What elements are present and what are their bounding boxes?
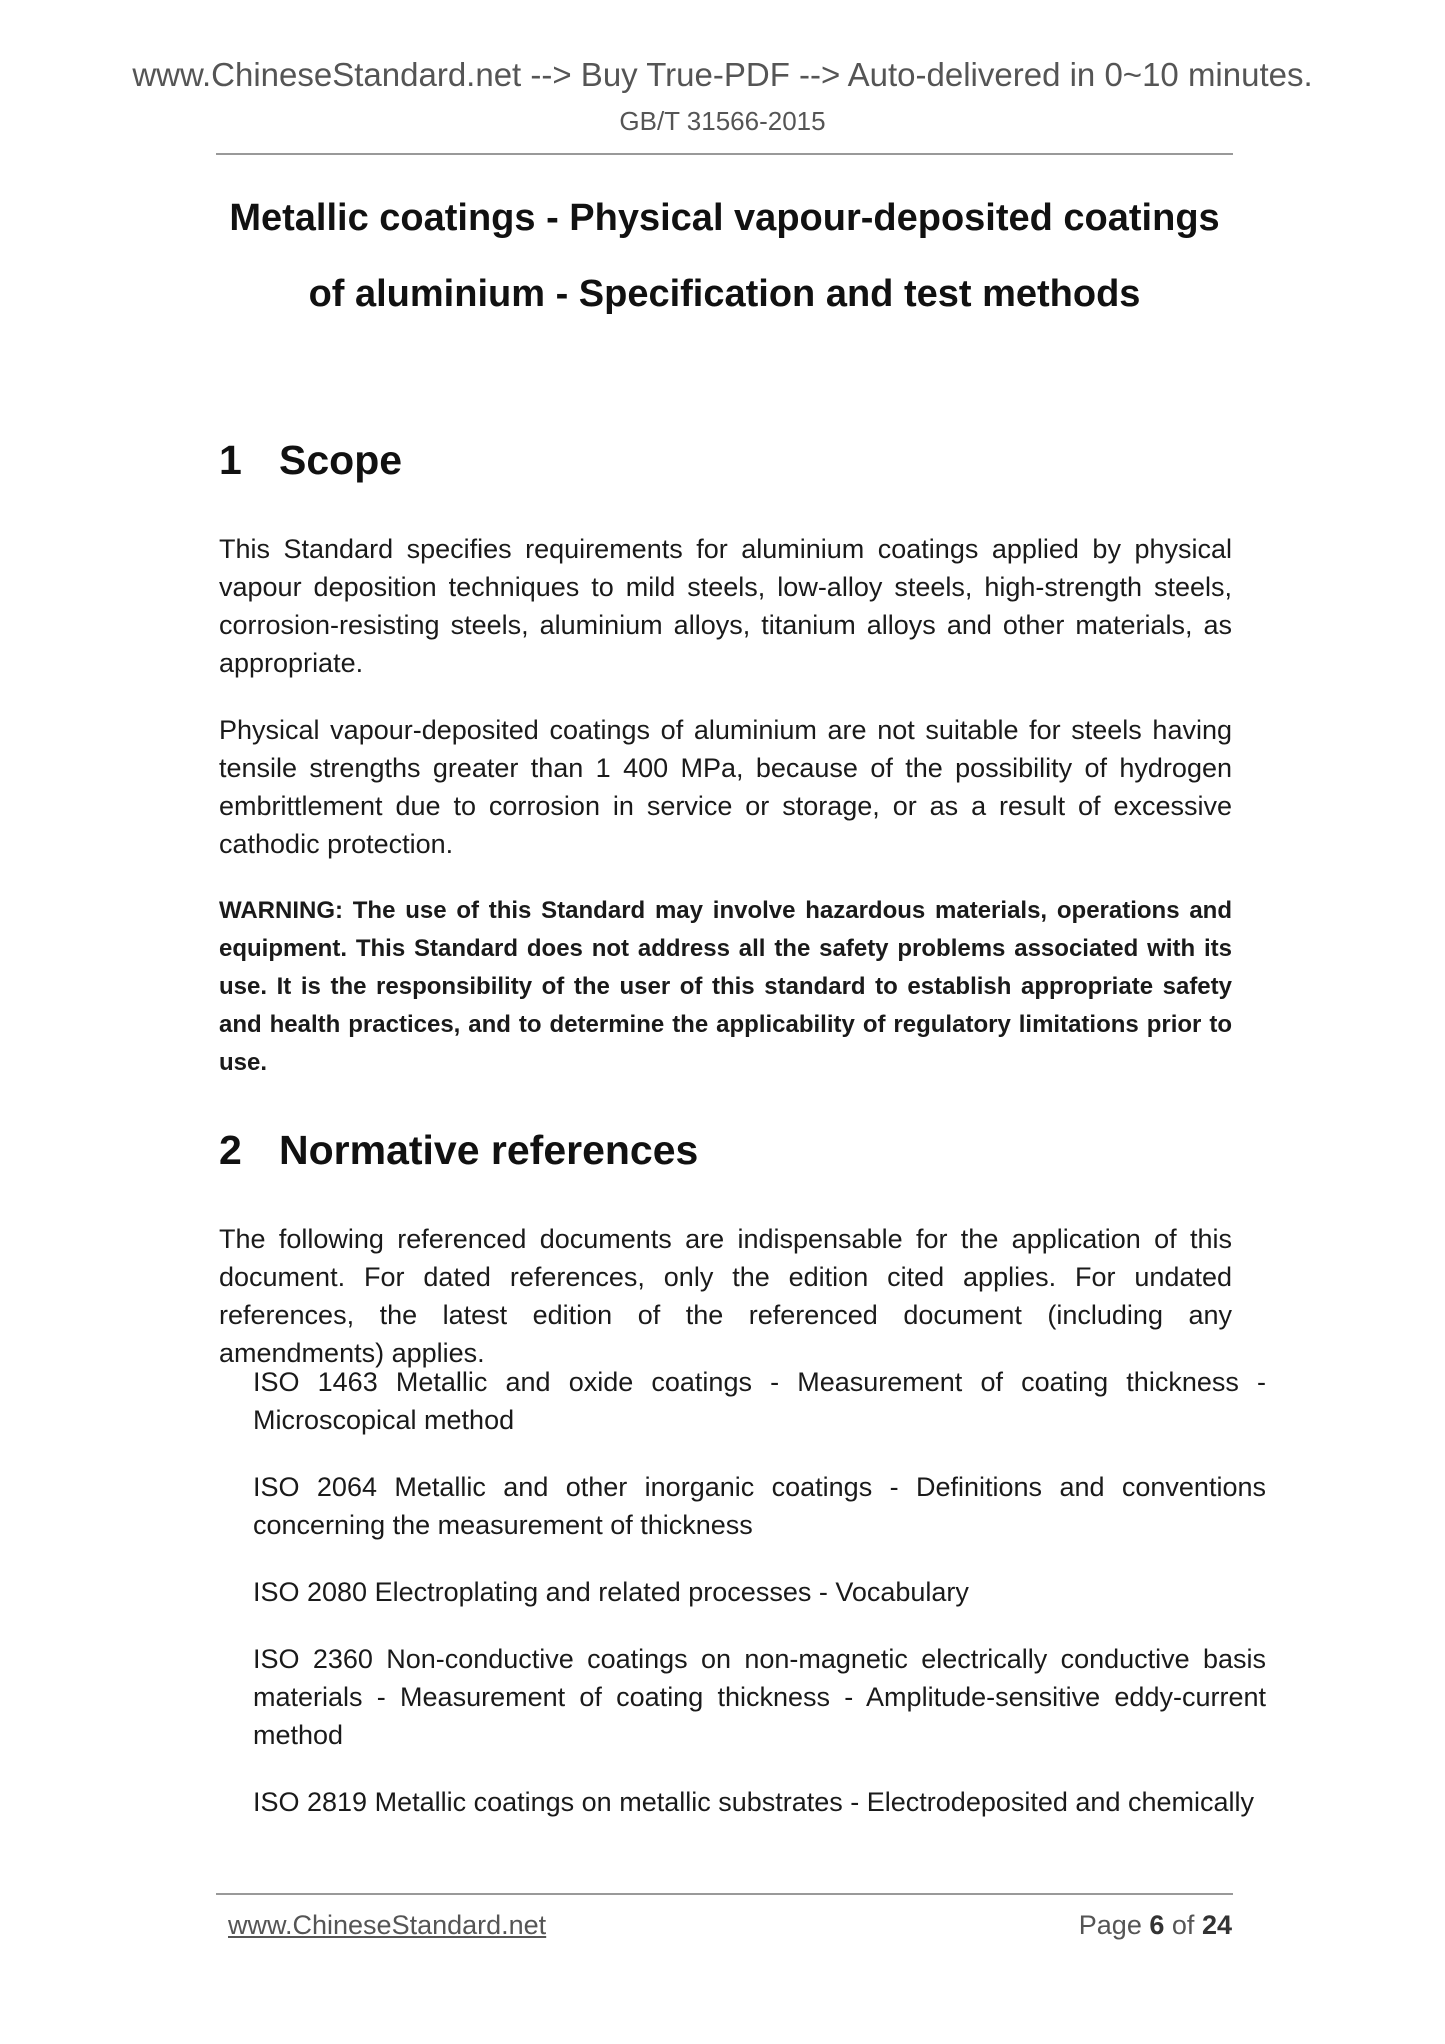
section-1-title: Scope [279, 437, 403, 483]
section-2-number: 2 [219, 1127, 242, 1173]
section-1-number: 1 [219, 437, 242, 483]
page-label: Page [1078, 1910, 1142, 1940]
footer-divider [216, 1893, 1233, 1895]
scope-paragraph-2: Physical vapour-deposited coatings of aluminium are not suitable for steels having tensile strengths greater than 1 400 MPa, because of the possibility of hydrogen embrittlement due to corrosion in service or storage, or as a result of excessive cathodic protection. [219, 715, 1232, 859]
reference-item: ISO 1463 Metallic and oxide coatings - Measurement of coating thickness - Microscopical method [253, 1367, 1266, 1435]
warning-paragraph: WARNING: The use of this Standard may involve hazardous materials, operations and equipment. This Standard does not address all the safety problems associated with its use. It is the responsibility of the user of this standard to establish appropriate safety and health practices, and to determine the applicability of regulatory limitations prior to use. [219, 897, 1232, 1076]
section-2-heading [219, 1127, 1232, 1173]
footer-website-link[interactable]: www.ChineseStandard.net [228, 1910, 547, 1940]
references-intro: The following referenced documents are indispensable for the application of this document. For dated references, only the edition cited applies. For undated references, the latest edition of the referenced document (including any amendments) applies. [219, 1224, 1232, 1368]
page-current: 6 [1149, 1910, 1165, 1940]
reference-item: ISO 2360 Non-conductive coatings on non-magnetic electrically conductive basis materials - Measurement of coating thickness - Amplitude-sensitive eddy-current method [253, 1644, 1266, 1750]
page-of: of [1171, 1910, 1195, 1940]
reference-item: ISO 2064 Metallic and other inorganic coatings - Definitions and conventions concerning the measurement of thickness [253, 1472, 1266, 1540]
title-line-2: of aluminium - Specification and test methods [308, 273, 1141, 315]
header-divider [216, 153, 1233, 155]
reference-item: ISO 2080 Electroplating and related processes - Vocabulary [253, 1577, 969, 1607]
section-1-heading [219, 437, 1232, 483]
page-total: 24 [1201, 1910, 1232, 1940]
title-line-1: Metallic coatings - Physical vapour-deposited coatings [229, 197, 1220, 239]
reference-item: ISO 2819 Metallic coatings on metallic substrates - Electrodeposited and chemically [253, 1787, 1254, 1817]
document-code: GB/T 31566-2015 [619, 106, 826, 136]
section-2-title: Normative references [279, 1127, 699, 1173]
header-banner[interactable]: www.ChineseStandard.net --> Buy True-PDF --> Auto-delivered in 0~10 minutes. [132, 56, 1313, 93]
scope-paragraph-1: This Standard specifies requirements for aluminium coatings applied by physical vapour deposition techniques to mild steels, low-alloy steels, high-strength steels, corrosion-resisting steels, aluminium alloys, titanium alloys and other materials, as appropriate. [219, 534, 1232, 678]
document-title [216, 180, 1233, 332]
page-indicator [1079, 1912, 1232, 1939]
